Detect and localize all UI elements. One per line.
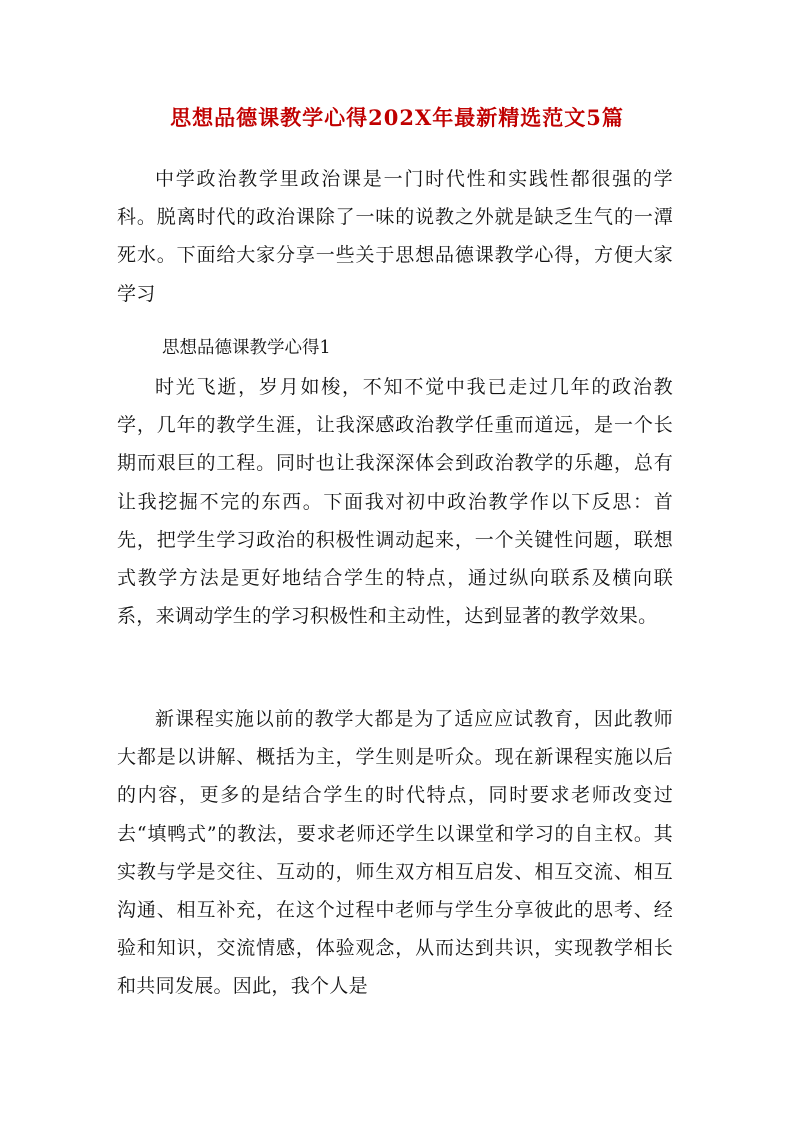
document-title: 思想品德课教学心得202X年最新精选范文5篇 xyxy=(170,105,624,130)
body-paragraph: 时光飞逝，岁月如梭，不知不觉中我已走过几年的政治教学，几年的教学生涯，让我深感政治教学任重而道远，是一个长期而艰巨的工程。同时也让我深深体会到政治教学的乐趣，总有让我挖掘不完的东西。下面我对初中政治教学作以下反思：首先，把学生学习政治的积极性调动起来，一个关键性问题，联想式教学方法是更好地结合学生的特点，通过纵向联系及横向联系，来调动学生的学习积极性和主动性，达到显著的教学效果。 xyxy=(117,376,673,628)
intro-paragraph: 中学政治教学里政治课是一门时代性和实践性都很强的学科。脱离时代的政治课除了一味的说教之外就是缺乏生气的一潭死水。下面给大家分享一些关于思想品德课教学心得，方便大家学习 xyxy=(117,168,673,305)
body-paragraph: 新课程实施以前的教学大都是为了适应应试教育，因此教师大都是以讲解、概括为主，学生则是听众。现在新课程实施以后的内容，更多的是结合学生的时代特点，同时要求老师改变过去“填鸭式”的教法，要求老师还学生以课堂和学习的自主权。其实教与学是交往、互动的，师生双方相互启发、相互交流、相互沟通、相互补充，在这个过程中老师与学生分享彼此的思考、经验和知识，交流情感，体验观念，从而达到共识，实现教学相长和共同发展。因此，我个人是 xyxy=(117,708,673,998)
section-heading: 思想品德课教学心得1 xyxy=(162,338,331,358)
